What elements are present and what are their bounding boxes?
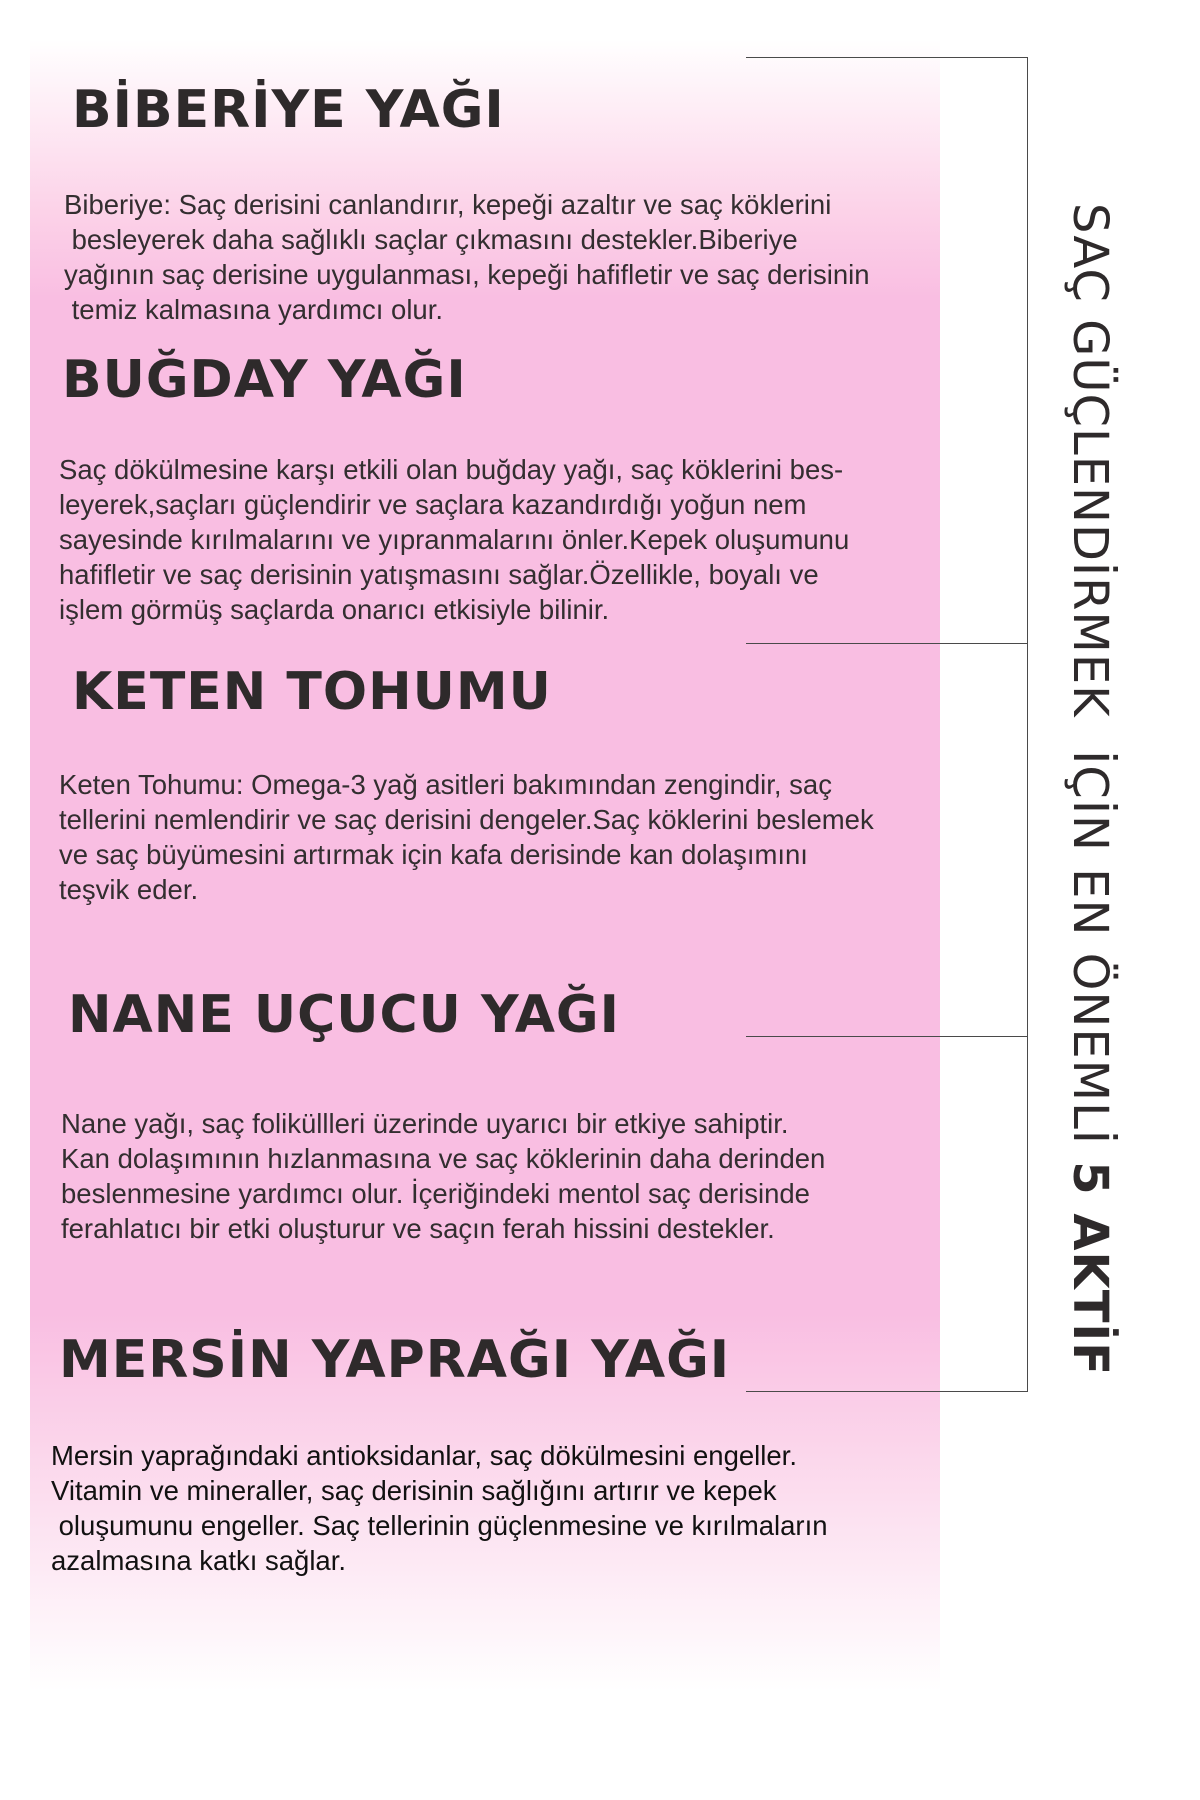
body-line: besleyerek daha sağlıklı saçlar çıkmasını destekler.Biberiye	[64, 224, 798, 255]
body-line: tellerini nemlendirir ve saç derisini dengeler.Saç köklerini beslemek	[59, 804, 874, 835]
body-line: Vitamin ve mineraller, saç derisinin sağlığını artırır ve kepek	[51, 1475, 777, 1506]
side-title-regular: SAÇ GÜÇLENDİRMEK İÇİN EN ÖNEMLİ	[1062, 203, 1118, 1145]
connector-line	[746, 643, 1027, 644]
body-line: Keten Tohumu: Omega-3 yağ asitleri bakımından zengindir, saç	[59, 769, 832, 800]
connector-line	[746, 1036, 1027, 1037]
section-title-keten: KETEN TOHUMU	[72, 662, 552, 722]
section-title-biberiye: BİBERİYE YAĞI	[72, 80, 505, 140]
section-title-nane: NANE UÇUCU YAĞI	[68, 985, 620, 1045]
connector-line	[746, 1391, 1027, 1392]
body-line: Mersin yaprağındaki antioksidanlar, saç dökülmesini engeller.	[51, 1440, 797, 1471]
body-line: sayesinde kırılmalarını ve yıpranmalarını önler.Kepek oluşumunu	[59, 524, 850, 555]
body-line: beslenmesine yardımcı olur. İçeriğindeki mentol saç derisinde	[61, 1178, 810, 1209]
body-line: ferahlatıcı bir etki oluşturur ve saçın ferah hissini destekler.	[61, 1213, 775, 1244]
body-line: Kan dolaşımının hızlanmasına ve saç köklerinin daha derinden	[61, 1143, 826, 1174]
section-body-bugday	[59, 452, 849, 627]
connector-line	[746, 57, 1027, 58]
body-line: temiz kalmasına yardımcı olur.	[64, 294, 444, 325]
section-title-bugday: BUĞDAY YAĞI	[62, 350, 467, 410]
body-line: işlem görmüş saçlarda onarıcı etkisiyle bilinir.	[59, 594, 610, 625]
section-title-mersin: MERSİN YAPRAĞI YAĞI	[59, 1330, 731, 1390]
body-line: azalmasına katkı sağlar.	[51, 1545, 347, 1576]
section-body-biberiye	[64, 187, 870, 327]
body-line: hafifletir ve saç derisinin yatışmasını sağlar.Özellikle, boyalı ve	[59, 559, 819, 590]
side-title	[1062, 203, 1118, 1376]
section-body-nane	[61, 1106, 825, 1246]
body-line: yağının saç derisine uygulanması, kepeği hafifletir ve saç derisinin	[64, 259, 870, 290]
body-line: teşvik eder.	[59, 874, 199, 905]
body-line: Saç dökülmesine karşı etkili olan buğday yağı, saç köklerini bes-	[59, 454, 844, 485]
body-line: Biberiye: Saç derisini canlandırır, kepeği azaltır ve saç köklerini	[64, 189, 832, 220]
bracket-vertical-line	[1027, 57, 1028, 1392]
body-line: Nane yağı, saç foliküllleri üzerinde uyarıcı bir etkiye sahiptir.	[61, 1108, 789, 1139]
body-line: leyerek,saçları güçlendirir ve saçlara kazandırdığı yoğun nem	[59, 489, 807, 520]
section-body-keten	[59, 767, 874, 907]
section-body-mersin	[51, 1438, 828, 1578]
body-line: ve saç büyümesini artırmak için kafa derisinde kan dolaşımını	[59, 839, 808, 870]
body-line: oluşumunu engeller. Saç tellerinin güçlenmesine ve kırılmaların	[51, 1510, 828, 1541]
side-title-bold: 5 AKTİF	[1062, 1161, 1118, 1377]
